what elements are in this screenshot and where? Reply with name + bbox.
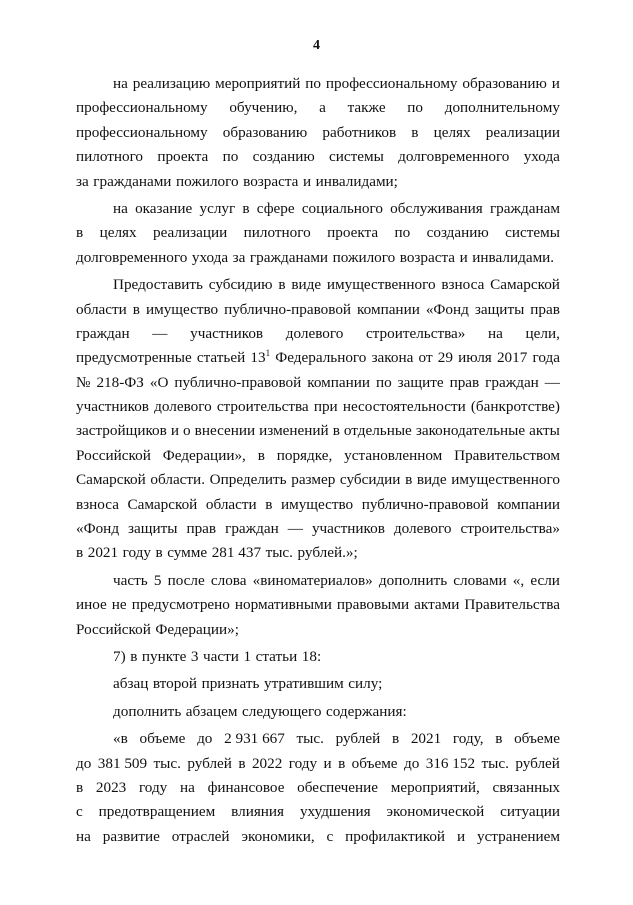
word: 2021	[410, 730, 442, 748]
word: дополнить	[113, 702, 182, 720]
word: правовыми	[336, 596, 410, 614]
word: компании	[307, 373, 371, 391]
word: части	[203, 647, 239, 665]
word: финансовое	[207, 778, 285, 796]
word: тыс.	[153, 754, 181, 772]
word: целях	[99, 224, 137, 242]
word: на	[179, 778, 195, 796]
word: защите	[397, 373, 444, 391]
superscript: 1	[265, 348, 271, 359]
word: часть	[113, 571, 148, 589]
word: $13^1$	[250, 348, 271, 367]
word: 7)	[113, 647, 126, 665]
word: созданию	[426, 224, 489, 242]
word: защиты	[474, 300, 525, 318]
word: защиты	[128, 520, 178, 538]
word: Правительством	[454, 446, 560, 464]
word: ухода	[191, 248, 229, 266]
text-line	[76, 170, 560, 194]
word: тыс.	[296, 730, 324, 748]
text-line	[76, 672, 560, 696]
word: «,	[512, 571, 525, 589]
word: виде	[291, 276, 322, 294]
word: тыс.	[265, 544, 293, 562]
text-line	[76, 197, 560, 221]
word: «виноматериалов»	[252, 571, 373, 589]
word: не	[111, 596, 127, 614]
word: цели,	[525, 324, 560, 342]
word: застройщиков	[76, 422, 167, 440]
word: области.	[150, 471, 205, 489]
word: участников	[76, 398, 149, 416]
word: услуг	[199, 199, 236, 217]
word: за	[232, 248, 246, 266]
word: закона	[371, 349, 414, 367]
text-line	[76, 541, 560, 565]
word: о	[183, 422, 191, 440]
text-line	[76, 800, 560, 824]
word: Самарской	[76, 471, 146, 489]
word: строительства»	[460, 520, 560, 538]
word: по	[305, 75, 322, 92]
word: по	[407, 99, 424, 117]
word: долговременного	[398, 148, 510, 166]
word: реализацию	[132, 75, 211, 92]
word: с	[76, 803, 83, 821]
text-line	[76, 72, 560, 96]
word: участников	[311, 520, 385, 538]
word: системы	[505, 224, 560, 242]
word: иное	[76, 596, 107, 614]
word: 281 437	[211, 544, 262, 562]
word: содержания:	[326, 702, 407, 720]
word: году	[138, 778, 168, 796]
word: реализации	[485, 123, 560, 141]
word: в	[76, 544, 84, 562]
word: рублей	[515, 754, 560, 772]
word: отраслей	[171, 827, 230, 845]
word: 2 931 667	[224, 730, 285, 748]
word: имущество	[145, 300, 219, 318]
word: году	[288, 754, 318, 772]
text-line	[76, 298, 560, 322]
word: строительства	[216, 398, 309, 416]
word: связанных	[492, 778, 560, 796]
word: субсидии	[339, 471, 401, 489]
word: порядке,	[276, 446, 333, 464]
word: после	[167, 571, 205, 589]
word: также	[347, 99, 386, 117]
word: статьей	[196, 349, 246, 367]
paragraph	[76, 273, 560, 566]
text-line	[76, 645, 560, 669]
text-line	[76, 273, 560, 297]
word: профессиональному	[76, 123, 208, 141]
word: Федерации»;	[155, 620, 239, 638]
word: влияния	[231, 803, 285, 821]
word: в	[242, 199, 250, 217]
word: внесении	[194, 422, 256, 440]
text-line	[76, 346, 560, 370]
word: и	[302, 172, 312, 190]
word: созданию	[252, 148, 315, 166]
word: второй	[152, 675, 198, 693]
word: отдельные	[343, 422, 412, 440]
text-line	[76, 825, 560, 849]
word: реализации	[153, 224, 228, 242]
word: экономики,	[241, 827, 315, 845]
word: абзацем	[185, 702, 238, 720]
word: а	[319, 99, 326, 117]
word: если	[530, 571, 560, 589]
word: ситуации	[500, 803, 560, 821]
word: 29	[437, 349, 453, 367]
text-line	[76, 145, 560, 169]
word: абзац	[113, 675, 149, 693]
word: на	[488, 324, 503, 342]
text-line	[76, 700, 560, 724]
document-body	[76, 72, 560, 852]
word: проекта	[327, 224, 379, 242]
word: в	[76, 224, 84, 242]
paragraph	[76, 569, 560, 642]
word: системы	[329, 148, 384, 166]
word: в	[265, 495, 273, 513]
word: изменений	[259, 422, 329, 440]
word: рублей.»;	[297, 544, 358, 562]
word: профессиональному	[76, 99, 208, 117]
word: ухудшения	[299, 803, 371, 821]
word: «Фонд	[76, 520, 120, 538]
word: объеме	[139, 730, 186, 748]
word: до	[76, 754, 92, 772]
text-line	[76, 221, 560, 245]
word: статьи	[255, 647, 298, 665]
text-line	[76, 776, 560, 800]
word: в	[391, 730, 400, 748]
word: сфере	[256, 199, 295, 217]
word: объеме	[514, 730, 560, 748]
word: взноса	[76, 495, 119, 513]
text-line	[76, 395, 560, 419]
word: целях	[433, 123, 471, 141]
word: обеспечение	[297, 778, 379, 796]
word: до	[197, 730, 213, 748]
word: компании	[357, 300, 420, 318]
word: размер	[291, 471, 336, 489]
word: ухода	[523, 148, 560, 166]
word: —	[152, 324, 168, 342]
word: граждан	[485, 373, 539, 391]
word: пилотного	[243, 224, 311, 242]
word: пожилого	[332, 248, 396, 266]
word: в	[155, 544, 163, 562]
text-line	[76, 371, 560, 395]
word: имущественного	[451, 471, 560, 489]
text-line	[76, 752, 560, 776]
word: экономической	[386, 803, 485, 821]
word: пожилого	[175, 172, 239, 190]
word: по	[222, 148, 239, 166]
text-line	[76, 727, 560, 751]
word: нормативными	[234, 596, 332, 614]
word: и	[456, 827, 466, 845]
word: работников	[322, 123, 397, 141]
word: на	[113, 199, 128, 217]
word: законодательные	[415, 422, 526, 440]
paragraph	[76, 672, 560, 696]
word: в	[338, 754, 346, 772]
word: прав	[530, 300, 560, 318]
word: «О	[149, 373, 169, 391]
word: Самарской	[127, 495, 198, 513]
word: в	[332, 422, 340, 440]
word: и	[323, 754, 332, 772]
word: граждан	[225, 520, 279, 538]
word: Правительства	[464, 596, 560, 614]
word: имущество	[280, 495, 354, 513]
text-line	[76, 517, 560, 541]
word: долевого	[154, 398, 212, 416]
text-line	[76, 493, 560, 517]
word: за	[76, 172, 89, 190]
paragraph	[76, 72, 560, 194]
word: дополнительному	[444, 99, 560, 117]
word: гражданами	[249, 248, 329, 266]
word: 2023	[95, 778, 127, 796]
word: строительства»	[365, 324, 466, 342]
word: Российской	[76, 446, 151, 464]
word: предотвращением	[98, 803, 216, 821]
word: оказание	[135, 199, 193, 217]
word: виде	[416, 471, 447, 489]
word: мероприятий,	[390, 778, 480, 796]
paragraph	[76, 700, 560, 724]
word: гражданами	[93, 172, 172, 190]
word: публично-правовой	[174, 373, 302, 391]
word: области	[76, 300, 127, 318]
word: инвалидами.	[472, 248, 555, 266]
word: —	[287, 520, 303, 538]
word: предусмотренные	[76, 349, 192, 367]
word: объеме	[351, 754, 398, 772]
word: установленном	[344, 446, 443, 464]
word: долговременного	[76, 248, 188, 266]
word: гражданам	[489, 199, 560, 217]
page-number: 4	[313, 38, 320, 53]
word: 5	[153, 571, 162, 589]
word: «Фонд	[425, 300, 469, 318]
word: по	[394, 224, 411, 242]
word: года	[532, 349, 560, 367]
word: возраста	[399, 248, 456, 266]
word: слова	[210, 571, 247, 589]
paragraph	[76, 727, 560, 849]
text-line	[76, 444, 560, 468]
text-line	[76, 419, 560, 443]
word: проекта	[157, 148, 209, 166]
word: актами	[414, 596, 460, 614]
word: профилактикой	[345, 827, 446, 845]
word: мероприятий	[215, 75, 301, 92]
word: июля	[458, 349, 492, 367]
word: долевого	[393, 520, 452, 538]
word: в	[411, 123, 419, 141]
word: Самарской	[490, 276, 560, 294]
word: граждан	[76, 324, 130, 342]
word: развитие	[102, 827, 160, 845]
word: взноса	[441, 276, 485, 294]
word: 18:	[301, 647, 322, 665]
word: и	[551, 75, 560, 92]
word: несостоятельности	[342, 398, 466, 416]
word: по	[375, 373, 392, 391]
word: пилотного	[76, 148, 144, 166]
word: области	[205, 495, 257, 513]
word: рублей	[187, 754, 232, 772]
word: на	[76, 827, 91, 845]
paragraph	[76, 645, 560, 669]
word: следующего	[242, 702, 322, 720]
word: в	[405, 471, 413, 489]
word: публично-правовой	[224, 300, 352, 318]
word: публично-правовой	[361, 495, 489, 513]
word: в	[132, 300, 140, 318]
word: 218-ФЗ	[96, 373, 144, 391]
word: 316 152	[425, 754, 476, 772]
word: предусмотрено	[131, 596, 230, 614]
word: Определить	[209, 471, 287, 489]
word: имущественного	[326, 276, 436, 294]
word: рублей	[335, 730, 381, 748]
word: социального	[301, 199, 383, 217]
word: 1	[243, 647, 252, 665]
word: при	[313, 398, 338, 416]
word: Федерального	[275, 349, 367, 367]
word: возраста	[243, 172, 299, 190]
word: обслуживания	[390, 199, 483, 217]
text-line	[76, 96, 560, 120]
word: сумме	[167, 544, 208, 562]
text-line	[76, 468, 560, 492]
word: субсидию	[208, 276, 273, 294]
word: с	[326, 827, 334, 845]
word: обучению,	[229, 99, 298, 117]
text-line	[76, 322, 560, 346]
word: инвалидами;	[315, 172, 398, 190]
word: устранением	[476, 827, 560, 845]
word: до	[403, 754, 420, 772]
word: утратившим	[264, 675, 344, 693]
word: в	[238, 754, 246, 772]
word: в	[130, 647, 138, 665]
word: 2021	[87, 544, 119, 562]
word: акты	[529, 422, 560, 440]
text-line	[76, 121, 560, 145]
word: «в	[113, 730, 128, 748]
word: словами	[453, 571, 507, 589]
word: участников	[190, 324, 264, 342]
word: долевого	[285, 324, 344, 342]
word: тыс.	[481, 754, 509, 772]
word: образованию	[462, 75, 547, 92]
word: —	[544, 373, 560, 391]
word: и	[459, 248, 468, 266]
word: прав	[449, 373, 480, 391]
word: компании	[497, 495, 560, 513]
word: году,	[452, 730, 484, 748]
word: профессиональному	[325, 75, 458, 92]
word: году	[122, 544, 151, 562]
text-line	[76, 618, 560, 642]
word: в	[495, 730, 503, 748]
word: силу;	[348, 675, 383, 693]
word: от	[418, 349, 433, 367]
word: 3	[190, 647, 199, 665]
word: Предоставить	[113, 276, 203, 294]
word: дополнить	[378, 571, 448, 589]
word: Российской	[76, 620, 151, 638]
paragraph	[76, 197, 560, 270]
word: пункте	[141, 647, 187, 665]
word: Федерации»,	[162, 446, 246, 464]
word: признать	[201, 675, 260, 693]
word: на	[113, 75, 128, 92]
text-line	[76, 593, 560, 617]
word: 2022	[251, 754, 283, 772]
text-line	[76, 569, 560, 593]
word: и	[170, 422, 179, 440]
word: образованию	[222, 123, 308, 141]
text-line	[76, 246, 560, 270]
word: 2017	[496, 349, 528, 367]
word: №	[76, 373, 91, 391]
word: в	[76, 778, 84, 796]
word: в	[257, 446, 265, 464]
word: прав	[186, 520, 217, 538]
word: (банкротстве)	[470, 398, 560, 416]
word: в	[278, 276, 286, 294]
word: 381 509	[97, 754, 148, 772]
